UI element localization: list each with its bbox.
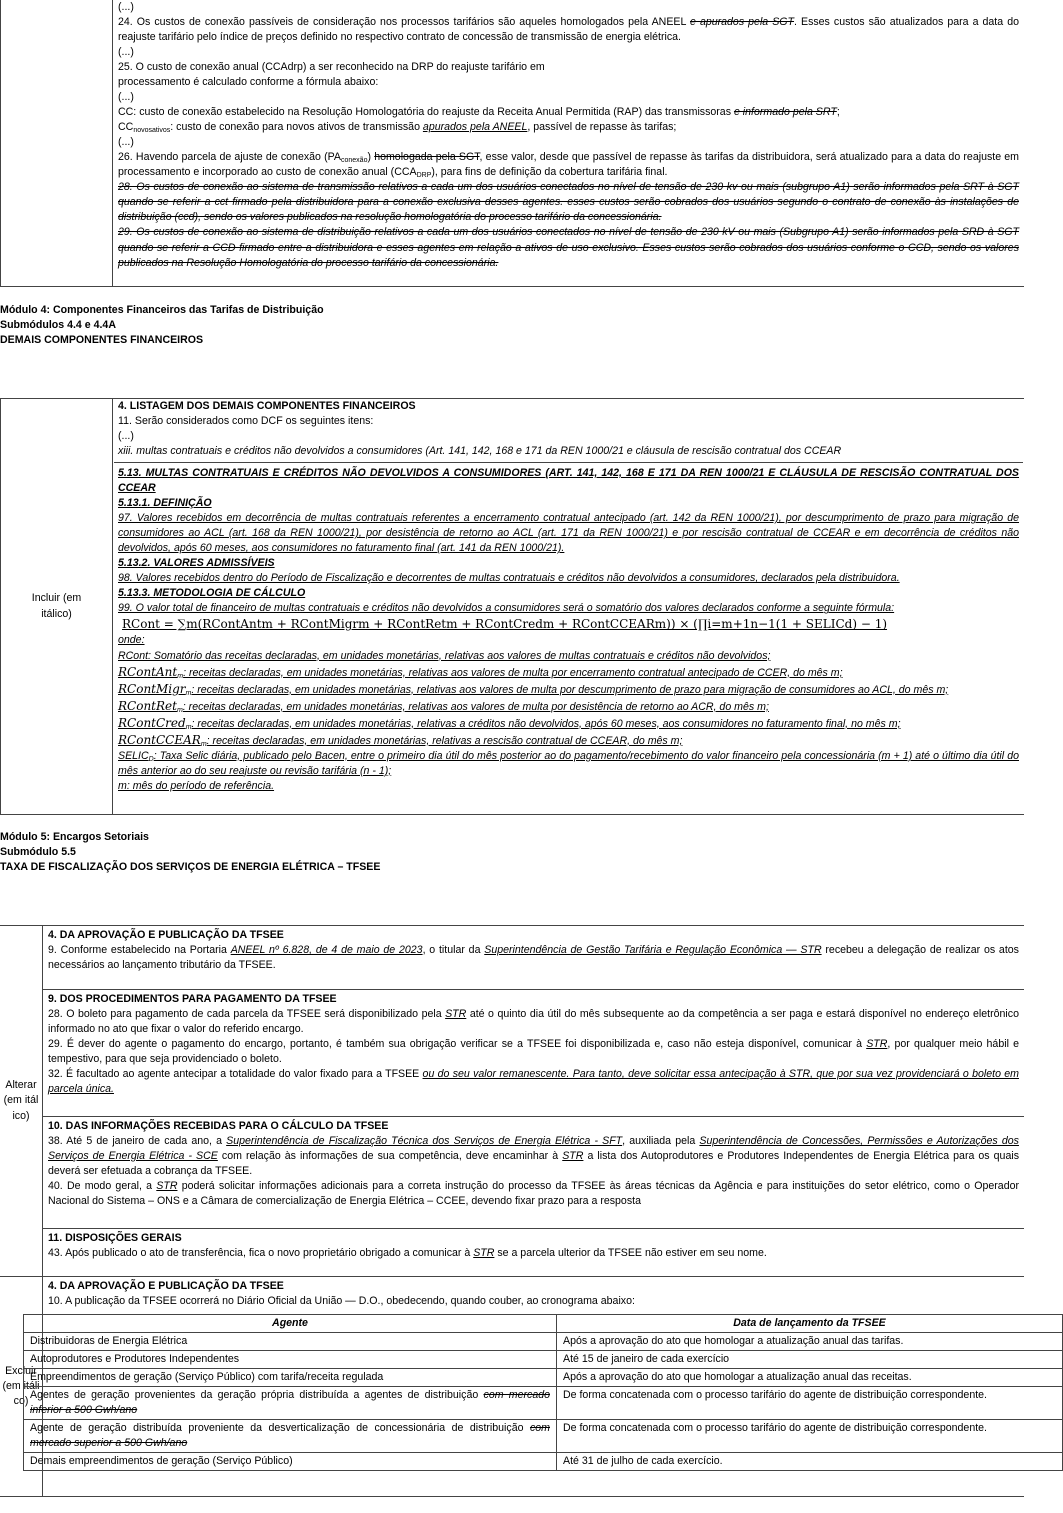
block2-label-cell	[0, 398, 113, 815]
block1-content-cell	[112, 0, 1024, 287]
b4-title-4: 4. DA APROVAÇÃO E PUBLICAÇÃO DA TFSEE	[48, 1280, 284, 1292]
b4-agente-text: Autoprodutores e Produtores Independentes	[30, 1353, 240, 1366]
b2-section-513: 5.13. MULTAS CONTRATUAIS E CRÉDITOS NÃO DEVOLVIDOS A CONSUMIDORES (ART. 141, 142, 168 E 171 DA REN 1000/21 E CLÁUSULA DE RESCISÃO CONTRATUAL DOS CCEAR	[118, 467, 1019, 495]
block3-section9-cell	[42, 989, 1024, 1117]
b1-item-24: 24. Os custos de conexão passíveis de consideração nos processos tarifários são aqueles homologados pela ANEEL e apurados pela SGT. Esses custos são atualizados para a data do reajuste tarifário pelo índice de preços definido no respectivo contrato de concessão de transmissão de energia elétrica.	[118, 16, 1019, 44]
module5-subject: TAXA DE FISCALIZAÇÃO DOS SERVIÇOS DE ENERGIA ELÉTRICA – TFSEE	[0, 861, 381, 873]
block1-label-cell	[0, 0, 113, 287]
block3-section4-cell	[42, 925, 1024, 990]
b4-cell-data: Após a aprovação do ato que homologar a atualização anual das receitas.	[557, 1369, 1063, 1387]
b3-item-9: 9. Conforme estabelecido na Portaria ANEEL nº 6.828, de 4 de maio de 2023, o titular da Superintendência de Gestão Tarifária e Regulação Econômica — STR recebeu a delegação de realizar os atos necessários ao lançamento tributário da TFSEE.	[48, 944, 1019, 972]
b4-item-10: 10. A publicação da TFSEE ocorrerá no Diário Oficial da União — D.O., obedecendo, quando couber, ao cronograma abaixo:	[48, 1295, 635, 1308]
b4-table-header	[24, 1315, 1063, 1333]
b3-title-11: 11. DISPOSIÇÕES GERAIS	[48, 1232, 182, 1244]
b4-table-body	[24, 1333, 1063, 1471]
b4-cell-data: Até 31 de julho de cada exercício.	[557, 1453, 1063, 1471]
b2-section-5133: 5.13.3. METODOLOGIA DE CÁLCULO	[118, 587, 306, 600]
b3-item-28: 28. O boleto para pagamento de cada parcela da TFSEE será disponibilizado pela STR até o quinto dia útil do mês subsequente ao da competência a ser paga e estará disponível no endereço eletrônico informado no ato que fixar o valor do referido encargo.	[48, 1008, 1019, 1036]
b3-title-9: 9. DOS PROCEDIMENTOS PARA PAGAMENTO DA TFSEE	[48, 993, 337, 1005]
b2-item-11: 11. Serão considerados como DCF os seguintes itens:	[118, 415, 374, 428]
b1-ellipsis-4: (...)	[118, 136, 134, 149]
b1-cc-def: CC: custo de conexão estabelecido na Resolução Homologatória do reajuste da Receita Anual Permitida (RAP) das transmissoras e informado pela SRT;	[118, 106, 840, 119]
b4-agente-struck: com mercado inferior a 500 Gwh/ano	[30, 1389, 550, 1417]
b4-col-agente: Agente	[24, 1315, 557, 1333]
b4-cell-agente	[24, 1420, 557, 1453]
module4-submodule: Submódulos 4.4 e 4.4A	[0, 319, 116, 331]
block3-section10-cell	[42, 1116, 1024, 1229]
b3-item-29: 29. É dever do agente o pagamento do encargo, portanto, é também sua obrigação verificar se a TFSEE foi disponibilizada e, caso não esteja disponível, comunicar à STR, por qualquer meio hábil e tempestivo, para que seja providenciado o boleto.	[48, 1038, 1019, 1066]
b2-def-selic: $SELIC_D$: Taxa Selic diária, publicado pelo Bacen, entre o primeiro dia útil do mês posterior ao do pagamento/recebimento do valor financeiro pela concessionária (m + 1) até o último dia útil do mês anterior ao do seu reajuste ou revisão tarifária (n - 1);	[118, 749, 1019, 777]
module4-heading	[0, 303, 324, 348]
b4-schedule-table	[23, 1314, 1063, 1471]
b3-item-38: 38. Até 5 de janeiro de cada ano, a Superintendência de Fiscalização Técnica dos Serviços de Energia Elétrica - SFT, auxiliada pela Superintendência de Concessões, Permissões e Autorizações dos Serviços de Energia Elétrica - SCE com relação às informações de sua competência, deve encaminhar à STR a lista dos Autoprodutores e Produtores Independentes de Energia Elétrica para os quais deverá ser efetuada a cobrança da TFSEE.	[48, 1135, 1019, 1178]
b4-agente-text: Agentes de geração provenientes da geração própria distribuída a agentes de distribuição	[30, 1389, 479, 1402]
b1-item-25b: processamento é calculado conforme a fórmula abaixo:	[118, 76, 379, 89]
table-row	[24, 1420, 1063, 1453]
b2-listing-title: 4. LISTAGEM DOS DEMAIS COMPONENTES FINANCEIROS	[118, 400, 416, 412]
b1-item-29-struck: 29. Os custos de conexão ao sistema de distribuição relativos a cada um dos usuários conectados no nível de tensão de 230 kV ou mais (Subgrupo A1) serão informados pela SRD à SGT quando se referir a CCD firmado entre a distribuidora e esses agentes em relação a ativos de uso exclusivo. Esses custos serão cobrados dos usuários conforme o CCD, sendo os valores publicados na Resolução Homologatória do processo tarifário da concessionária.	[118, 226, 1019, 269]
module4-subject: DEMAIS COMPONENTES FINANCEIROS	[0, 334, 204, 346]
table-row	[24, 1333, 1063, 1351]
b3-title-10: 10. DAS INFORMAÇÕES RECEBIDAS PARA O CÁLCULO DA TFSEE	[48, 1120, 389, 1132]
b3-item-40: 40. De modo geral, a STR poderá solicitar informações adicionais para a correta instrução do processo da TFSEE às áreas técnicas da Agência e para instituições do setor elétrico, como o Operador Nacional do Sistema – ONS e a Câmara de comercialização de Energia Elétrica – CCEE, devendo fixar prazo para a resposta	[48, 1180, 1020, 1208]
b4-cell-agente	[24, 1453, 557, 1471]
table-row	[24, 1351, 1063, 1369]
b4-agente-text: Empreendimentos de geração (Serviço Público) com tarifa/receita regulada	[30, 1371, 384, 1384]
b1-item-26: 26. Havendo parcela de ajuste de conexão $(PA_{conexão})$ homologada pela SGT, esse valor, desde que passível de repasse às tarifas da distribuidora, será atualizado para a data do reajuste em processamento e incorporado ao custo de conexão anual $(CCA_{DRP})$, para fins de definição da cobertura tarifária final.	[118, 151, 1020, 180]
b4-cell-data: De forma concatenada com o processo tarifário do agente de distribuição correspondente.	[557, 1387, 1063, 1420]
b2-divider	[114, 462, 1023, 463]
b4-schedule-wrap	[23, 1314, 1063, 1471]
b4-cell-agente	[24, 1351, 557, 1369]
b4-cell-agente	[24, 1333, 557, 1351]
table-row	[24, 1369, 1063, 1387]
b4-cell-agente	[24, 1369, 557, 1387]
table-row	[24, 1453, 1063, 1471]
block3-label: Alterar (em itálico)	[3, 1079, 39, 1122]
b4-cell-data: Após a aprovação do ato que homologar a atualização anual das tarifas.	[557, 1333, 1063, 1351]
b1-ellipsis-3: (...)	[118, 91, 134, 104]
block2-label: Incluir (em itálico)	[31, 592, 82, 620]
b2-item-99: 99. O valor total de financeiro de multas contratuais e créditos não devolvidos a consumidores será o somatório dos valores declarados conforme a seguinte fórmula:	[118, 602, 895, 615]
b2-ellipsis: (...)	[118, 430, 134, 443]
b1-item-28-struck: 28. Os custos de conexão ao sistema de transmissão relativos a cada um dos usuários conectados no nível de tensão de 230 kv ou mais (subgrupo A1) serão informados pela SRT à SGT quando se referir a cct firmado pela distribuidora para a conexão exclusiva desses agentes. esses custos serão cobrados dos usuários segundo o contrato de conexão às instalações de distribuição (ccd), sendo os valores publicados na resolução homologatória do processo tarifário da concessionária.	[118, 181, 1019, 224]
block2-content-cell	[112, 398, 1024, 815]
block4-label: Excluir (em itálico)	[2, 1364, 40, 1408]
b4-agente-struck: com mercado superior a 500 Gwh/ano	[30, 1422, 550, 1450]
b3-title-4: 4. DA APROVAÇÃO E PUBLICAÇÃO DA TFSEE	[48, 929, 284, 941]
b2-def-rcont: RCont: Somatório das receitas declaradas, em unidades monetárias, relativas aos valores de multas contratuais e créditos não devolvidos;	[118, 649, 771, 662]
block3-label-cell	[0, 925, 43, 1277]
module5-submodule: Submódulo 5.5	[0, 846, 76, 858]
b2-where: onde:	[118, 634, 145, 647]
block4-content-cell	[30, 1276, 1024, 1497]
b4-agente-text: Distribuidoras de Energia Elétrica	[30, 1335, 188, 1348]
b1-ellipsis-1: (...)	[118, 1, 134, 13]
b4-col-data: Data de lançamento da TFSEE	[557, 1315, 1063, 1333]
block3-section11-cell	[42, 1228, 1024, 1277]
module5-heading	[0, 830, 380, 875]
module4-title: Módulo 4: Componentes Financeiros das Tarifas de Distribuição	[0, 304, 324, 316]
table-row	[24, 1387, 1063, 1420]
b4-agente-text: Agente de geração distribuída proveniente da desverticalização de concessionária de distribuição	[30, 1422, 524, 1435]
b1-ellipsis-2: (...)	[118, 46, 134, 59]
b1-item-25: 25. O custo de conexão anual (CCAdrp) a ser reconhecido na DRP do reajuste tarifário em	[118, 61, 545, 74]
b4-cell-data: Até 15 de janeiro de cada exercício	[557, 1351, 1063, 1369]
b2-def-rcontret: RContRet$_m$: receitas declaradas, em unidades monetárias, relativas aos valores de multa por desistência de retorno ao ACR, do mês m;	[118, 698, 769, 714]
b2-def-rcontccear: RContCCEAR$_m$: receitas declaradas, em unidades monetárias, relativas a rescisão contratual de CCEAR, do mês m;	[118, 732, 683, 748]
b2-item-xiii: xiii. multas contratuais e créditos não devolvidos a consumidores (Art. 141, 142, 168 e 171 da REN 1000/21 e cláusula de rescisão contratual dos CCEAR	[118, 445, 842, 458]
b2-def-rcontant: RContAnt$_m$: receitas declaradas, em unidades monetárias, relativas aos valores de multa por encerramento contratual antecipado de CCER, do mês m;	[118, 664, 843, 680]
b2-formula: RCont = ∑m(RContAntm + RContMigrm + RContRetm + RContCredm + RContCCEARm)) × (∏i=m+1n−1(1 + SELICd) − 1)	[122, 617, 888, 632]
b3-item-43: 43. Após publicado o ato de transferência, fica o novo proprietário obrigado a comunicar à STR se a parcela ulterior da TFSEE não estiver em seu nome.	[48, 1247, 767, 1260]
b2-item-97: 97. Valores recebidos em decorrência de multas contratuais referentes a encerramento contratual antecipado (art. 142 da REN 1000/21), por descumprimento de prazo para migração de consumidores ao ACL (art. 168 da REN 1000/21), por desistência de retorno ao ACL (art. 171 da REN 1000/21) e por rescisão contratual de CCEAR e em decorrência de créditos não devolvidos, após 60 meses, aos consumidores no faturamento final (art. 141 da REN 1000/21).	[118, 512, 1019, 555]
b2-section-5132: 5.13.2. VALORES ADMISSÍVEIS	[118, 557, 275, 570]
b2-def-rcontmigr: RContMigr$_m$: receitas declaradas, em unidades monetárias, relativas aos valores de multa por descumprimento de prazo para migração de consumidores ao ACL, do mês m;	[118, 681, 949, 697]
b4-agente-text: Demais empreendimentos de geração (Serviço Público)	[30, 1455, 293, 1468]
b4-cell-data: De forma concatenada com o processo tarifário do agente de distribuição correspondente.	[557, 1420, 1063, 1453]
b3-item-32: 32. É facultado ao agente antecipar a totalidade do valor fixado para a TFSEE ou do seu valor remanescente. Para tanto, deve solicitar essa antecipação à STR, que por sua vez providenciará o boleto em parcela única.	[48, 1068, 1019, 1096]
b4-cell-agente	[24, 1387, 557, 1420]
b2-section-5131: 5.13.1. DEFINIÇÃO	[118, 497, 212, 510]
module5-title: Módulo 5: Encargos Setoriais	[0, 831, 149, 843]
b2-def-m: m: mês do período de referência.	[118, 779, 275, 792]
b2-item-98: 98. Valores recebidos dentro do Período de Fiscalização e decorrentes de multas contratuais e créditos não devolvidos a consumidores, declarados pela distribuidora.	[118, 572, 900, 585]
b2-def-rcontcred: RContCred$_m$: receitas declaradas, em unidades monetárias, relativas a créditos não devolvidos, após 60 meses, aos consumidores no faturamento final, no mês m;	[118, 715, 901, 731]
b1-ccnovos-def: $CC_{novosativos}$: custo de conexão para novos ativos de transmissão apurados pela ANEEL, passível de repasse às tarifas;	[118, 121, 677, 135]
